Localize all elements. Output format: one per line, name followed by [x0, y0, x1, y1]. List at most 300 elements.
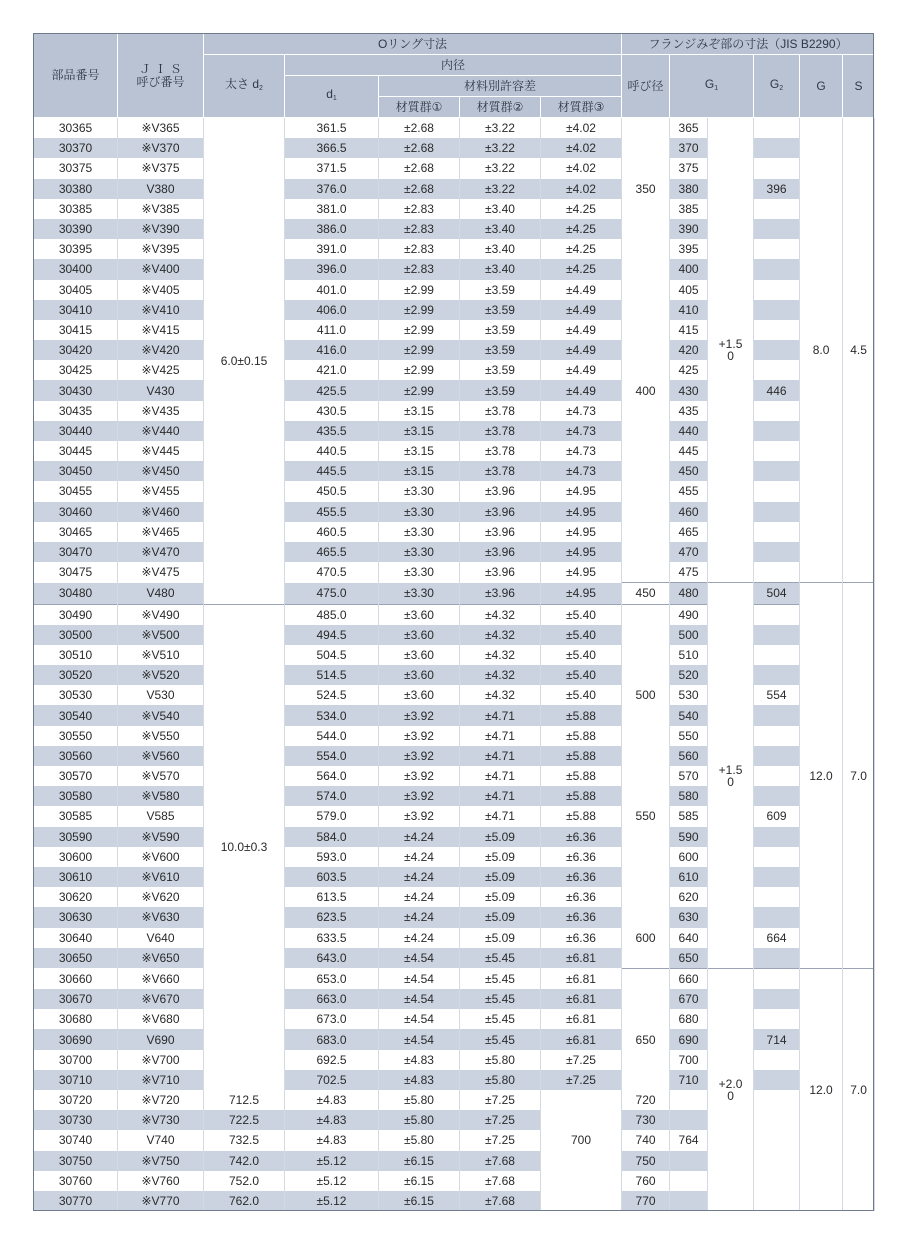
jis-number-cell: ※V580	[118, 786, 204, 806]
g1-cell: 700	[670, 1050, 708, 1070]
g2-cell: 446	[754, 380, 800, 400]
g2-cell	[754, 1070, 800, 1090]
tolerance-mat3-cell: ±7.25	[460, 1090, 541, 1110]
nominal-dia-cell	[622, 320, 670, 340]
tolerance-mat2-cell: ±4.71	[460, 726, 541, 746]
jis-number-cell: ※V770	[118, 1191, 204, 1211]
g2-cell	[754, 604, 800, 625]
part-number-cell: 30375	[34, 158, 118, 178]
g1-cell: 590	[670, 827, 708, 847]
nominal-dia-cell: 450	[622, 583, 670, 604]
jis-number-cell: ※V450	[118, 461, 204, 481]
tolerance-mat1-cell: ±4.54	[379, 968, 460, 989]
nominal-dia-cell	[622, 847, 670, 867]
g-cell: 8.0	[800, 118, 843, 583]
inner-dia-cell: 421.0	[285, 360, 379, 380]
g2-cell	[754, 542, 800, 562]
inner-dia-cell: 396.0	[285, 259, 379, 279]
tolerance-mat3-cell: ±6.36	[541, 867, 622, 887]
g2-cell: 396	[754, 179, 800, 199]
g1-cell: 770	[622, 1191, 670, 1211]
tolerance-mat2-cell: ±5.80	[460, 1070, 541, 1090]
inner-dia-cell: 504.5	[285, 645, 379, 665]
g1-cell: 720	[622, 1090, 670, 1110]
g2-cell: 504	[754, 583, 800, 604]
g1-cell: 400	[670, 259, 708, 279]
tolerance-mat3-cell: ±4.95	[541, 542, 622, 562]
g1-tolerance-lower: 0	[727, 1089, 734, 1103]
g1-cell: 445	[670, 441, 708, 461]
part-number-cell: 30710	[34, 1070, 118, 1090]
nominal-dia-cell	[622, 522, 670, 542]
tolerance-mat3-cell: ±4.73	[541, 401, 622, 421]
tolerance-mat3-cell: ±7.25	[460, 1110, 541, 1130]
g1-cell: 440	[670, 421, 708, 441]
inner-dia-cell: 445.5	[285, 461, 379, 481]
part-number-cell: 30630	[34, 907, 118, 927]
tolerance-mat1-cell: ±2.83	[379, 199, 460, 219]
g2-cell	[754, 481, 800, 501]
jis-number-cell: V380	[118, 179, 204, 199]
tolerance-mat2-cell: ±3.40	[460, 239, 541, 259]
jis-number-cell: ※V415	[118, 320, 204, 340]
part-number-cell: 30405	[34, 280, 118, 300]
tolerance-mat1-cell: ±5.12	[285, 1171, 379, 1191]
tolerance-mat1-cell: ±3.30	[379, 522, 460, 542]
jis-number-cell: ※V760	[118, 1171, 204, 1191]
inner-dia-cell: 584.0	[285, 827, 379, 847]
g2-cell	[754, 948, 800, 969]
inner-dia-cell: 401.0	[285, 280, 379, 300]
tolerance-mat3-cell: ±7.68	[460, 1151, 541, 1171]
nominal-dia-cell	[541, 1171, 622, 1191]
tolerance-mat2-cell: ±5.09	[460, 867, 541, 887]
table-row	[34, 968, 875, 989]
part-number-cell: 30420	[34, 340, 118, 360]
inner-dia-cell: 475.0	[285, 583, 379, 604]
oring-dimension-sheet	[33, 33, 874, 1211]
tolerance-mat2-cell: ±3.40	[460, 199, 541, 219]
part-number-cell: 30590	[34, 827, 118, 847]
jis-number-cell: ※V475	[118, 562, 204, 583]
g1-cell: 475	[670, 562, 708, 583]
g-cell: 12.0	[800, 968, 843, 1211]
part-number-cell: 30720	[34, 1090, 118, 1110]
jis-number-cell: ※V700	[118, 1050, 204, 1070]
inner-dia-cell: 470.5	[285, 562, 379, 583]
jis-number-cell: ※V500	[118, 625, 204, 645]
tolerance-mat1-cell: ±3.92	[379, 705, 460, 725]
g2-cell	[754, 360, 800, 380]
header-thickness	[204, 55, 285, 118]
header-g: G	[800, 55, 843, 118]
nominal-dia-cell	[622, 786, 670, 806]
jis-number-cell: ※V455	[118, 481, 204, 501]
jis-number-cell: V585	[118, 806, 204, 826]
tolerance-mat1-cell: ±4.54	[379, 989, 460, 1009]
jis-number-cell: ※V400	[118, 259, 204, 279]
tolerance-mat3-cell: ±6.81	[541, 989, 622, 1009]
g1-cell: 530	[670, 685, 708, 705]
g1-cell: 520	[670, 665, 708, 685]
g1-tolerance-cell	[708, 968, 754, 1211]
inner-dia-cell: 376.0	[285, 179, 379, 199]
jis-number-cell: ※V425	[118, 360, 204, 380]
part-number-cell: 30570	[34, 766, 118, 786]
nominal-dia-cell	[622, 481, 670, 501]
g1-cell: 455	[670, 481, 708, 501]
tolerance-mat3-cell: ±4.95	[541, 583, 622, 604]
jis-number-cell: V530	[118, 685, 204, 705]
tolerance-mat1-cell: ±3.92	[379, 726, 460, 746]
tolerance-mat1-cell: ±2.99	[379, 320, 460, 340]
tolerance-mat3-cell: ±7.25	[460, 1130, 541, 1150]
jis-number-cell: ※V460	[118, 502, 204, 522]
jis-number-cell: ※V390	[118, 219, 204, 239]
inner-dia-cell: 663.0	[285, 989, 379, 1009]
part-number-cell: 30610	[34, 867, 118, 887]
tolerance-mat3-cell: ±6.81	[541, 968, 622, 989]
header-g2	[754, 55, 800, 118]
nominal-dia-cell	[622, 401, 670, 421]
s-cell: 4.5	[843, 118, 875, 583]
part-number-cell: 30430	[34, 380, 118, 400]
part-number-cell: 30550	[34, 726, 118, 746]
jis-number-cell: ※V490	[118, 604, 204, 625]
nominal-dia-cell	[622, 705, 670, 725]
tolerance-mat1-cell: ±3.92	[379, 806, 460, 826]
g2-cell: 664	[754, 928, 800, 948]
jis-number-cell: V690	[118, 1029, 204, 1049]
tolerance-mat1-cell: ±3.30	[379, 562, 460, 583]
jis-number-cell: ※V750	[118, 1151, 204, 1171]
header-thickness-sub: 2	[259, 84, 263, 92]
g1-cell: 540	[670, 705, 708, 725]
tolerance-mat3-cell: ±5.40	[541, 625, 622, 645]
tolerance-mat2-cell: ±3.96	[460, 481, 541, 501]
jis-number-cell: V740	[118, 1130, 204, 1150]
header-d1-sub: 1	[332, 95, 337, 102]
tolerance-mat2-cell: ±4.71	[460, 746, 541, 766]
tolerance-mat1-cell: ±2.99	[379, 340, 460, 360]
inner-dia-cell: 435.5	[285, 421, 379, 441]
header-inner-dia: 内径	[285, 55, 622, 76]
tolerance-mat2-cell: ±3.96	[460, 522, 541, 542]
g1-cell: 410	[670, 300, 708, 320]
nominal-dia-cell	[622, 968, 670, 989]
g2-cell	[754, 138, 800, 158]
g1-cell: 415	[670, 320, 708, 340]
part-number-cell: 30435	[34, 401, 118, 421]
header-mat3: 材質群③	[541, 97, 622, 118]
g2-cell	[754, 1050, 800, 1070]
table-row	[34, 118, 875, 139]
jis-number-cell: ※V375	[118, 158, 204, 178]
jis-number-cell: ※V650	[118, 948, 204, 969]
tolerance-mat2-cell: ±3.96	[460, 583, 541, 604]
part-number-cell: 30740	[34, 1130, 118, 1150]
tolerance-mat1-cell: ±4.83	[285, 1090, 379, 1110]
tolerance-mat1-cell: ±4.24	[379, 867, 460, 887]
part-number-cell: 30390	[34, 219, 118, 239]
g1-cell: 470	[670, 542, 708, 562]
s-cell: 7.0	[843, 583, 875, 969]
g2-cell	[754, 989, 800, 1009]
tolerance-mat2-cell: ±3.22	[460, 138, 541, 158]
nominal-dia-cell	[622, 827, 670, 847]
nominal-dia-cell	[622, 421, 670, 441]
nominal-dia-cell	[622, 726, 670, 746]
inner-dia-cell: 425.5	[285, 380, 379, 400]
tolerance-mat1-cell: ±3.15	[379, 421, 460, 441]
part-number-cell: 30490	[34, 604, 118, 625]
tolerance-mat1-cell: ±5.12	[285, 1191, 379, 1211]
tolerance-mat1-cell: ±3.60	[379, 685, 460, 705]
nominal-dia-cell	[622, 461, 670, 481]
header-nominal: 呼び径	[622, 55, 670, 118]
tolerance-mat1-cell: ±3.30	[379, 481, 460, 501]
nominal-dia-cell: 350	[622, 179, 670, 199]
part-number-cell: 30475	[34, 562, 118, 583]
inner-dia-cell: 653.0	[285, 968, 379, 989]
tolerance-mat2-cell: ±3.78	[460, 461, 541, 481]
nominal-dia-cell	[622, 867, 670, 887]
tolerance-mat1-cell: ±3.15	[379, 461, 460, 481]
nominal-dia-cell	[622, 887, 670, 907]
g1-cell: 385	[670, 199, 708, 219]
part-number-cell: 30640	[34, 928, 118, 948]
part-number-cell: 30600	[34, 847, 118, 867]
tolerance-mat2-cell: ±5.09	[460, 928, 541, 948]
part-number-cell: 30455	[34, 481, 118, 501]
inner-dia-cell: 722.5	[204, 1110, 285, 1130]
tolerance-mat1-cell: ±2.83	[379, 259, 460, 279]
g2-cell	[754, 401, 800, 421]
inner-dia-cell: 430.5	[285, 401, 379, 421]
g1-cell: 740	[622, 1130, 670, 1150]
jis-number-cell: ※V590	[118, 827, 204, 847]
tolerance-mat2-cell: ±6.15	[379, 1191, 460, 1211]
tolerance-mat1-cell: ±2.68	[379, 118, 460, 139]
g2-cell	[754, 118, 800, 139]
tolerance-mat3-cell: ±4.49	[541, 340, 622, 360]
tolerance-mat2-cell: ±3.59	[460, 320, 541, 340]
part-number-cell: 30520	[34, 665, 118, 685]
part-number-cell: 30440	[34, 421, 118, 441]
header-oring-dims: Oリング寸法	[204, 34, 622, 55]
tolerance-mat3-cell: ±6.36	[541, 847, 622, 867]
nominal-dia-cell	[622, 502, 670, 522]
inner-dia-cell: 712.5	[204, 1090, 285, 1110]
inner-dia-cell: 524.5	[285, 685, 379, 705]
inner-dia-cell: 579.0	[285, 806, 379, 826]
nominal-dia-cell	[541, 1090, 622, 1110]
g2-cell	[754, 847, 800, 867]
tolerance-mat3-cell: ±5.40	[541, 645, 622, 665]
g1-cell: 560	[670, 746, 708, 766]
tolerance-mat2-cell: ±3.78	[460, 421, 541, 441]
g1-cell: 680	[670, 1009, 708, 1029]
tolerance-mat2-cell: ±3.59	[460, 340, 541, 360]
nominal-dia-cell	[622, 1070, 670, 1090]
nominal-dia-cell	[622, 138, 670, 158]
g2-cell	[754, 665, 800, 685]
jis-number-cell: ※V680	[118, 1009, 204, 1029]
inner-dia-cell: 416.0	[285, 340, 379, 360]
tolerance-mat1-cell: ±2.99	[379, 380, 460, 400]
g1-tolerance-lower: 0	[727, 774, 734, 789]
nominal-dia-cell: 700	[541, 1130, 622, 1150]
g1-cell: 585	[670, 806, 708, 826]
g2-cell	[670, 1151, 708, 1171]
tolerance-mat1-cell: ±3.15	[379, 441, 460, 461]
tolerance-mat3-cell: ±4.95	[541, 502, 622, 522]
part-number-cell: 30580	[34, 786, 118, 806]
g2-cell: 714	[754, 1029, 800, 1049]
tolerance-mat3-cell: ±7.68	[460, 1191, 541, 1211]
header-s: S	[843, 55, 875, 118]
tolerance-mat2-cell: ±3.96	[460, 542, 541, 562]
thickness-cell: 10.0±0.3	[204, 604, 285, 1090]
header-flange-groove: フランジみぞ部の寸法（JIS B2290）	[622, 34, 875, 55]
inner-dia-cell: 762.0	[204, 1191, 285, 1211]
header-thickness-label: 太さ d	[225, 76, 260, 91]
inner-dia-cell: 692.5	[285, 1050, 379, 1070]
part-number-cell: 30465	[34, 522, 118, 542]
g1-cell: 380	[670, 179, 708, 199]
part-number-cell: 30425	[34, 360, 118, 380]
g2-cell	[670, 1110, 708, 1130]
g1-cell: 375	[670, 158, 708, 178]
nominal-dia-cell	[622, 948, 670, 969]
g1-cell: 670	[670, 989, 708, 1009]
tolerance-mat3-cell: ±5.88	[541, 766, 622, 786]
jis-number-cell: ※V730	[118, 1110, 204, 1130]
tolerance-mat2-cell: ±5.80	[379, 1090, 460, 1110]
inner-dia-cell: 593.0	[285, 847, 379, 867]
jis-number-cell: ※V520	[118, 665, 204, 685]
inner-dia-cell: 514.5	[285, 665, 379, 685]
tolerance-mat3-cell: ±5.88	[541, 806, 622, 826]
tolerance-mat2-cell: ±4.71	[460, 806, 541, 826]
table-body	[34, 118, 875, 1212]
inner-dia-cell: 406.0	[285, 300, 379, 320]
tolerance-mat3-cell: ±6.36	[541, 928, 622, 948]
nominal-dia-cell	[541, 1110, 622, 1130]
g2-cell	[754, 421, 800, 441]
tolerance-mat2-cell: ±5.45	[460, 989, 541, 1009]
part-number-cell: 30680	[34, 1009, 118, 1029]
nominal-dia-cell	[622, 766, 670, 786]
g1-cell: 405	[670, 280, 708, 300]
tolerance-mat2-cell: ±5.45	[460, 1029, 541, 1049]
inner-dia-cell: 366.5	[285, 138, 379, 158]
tolerance-mat2-cell: ±3.59	[460, 280, 541, 300]
tolerance-mat3-cell: ±7.68	[460, 1171, 541, 1191]
g1-cell: 425	[670, 360, 708, 380]
tolerance-mat1-cell: ±3.60	[379, 604, 460, 625]
tolerance-mat3-cell: ±4.02	[541, 118, 622, 139]
inner-dia-cell: 603.5	[285, 867, 379, 887]
tolerance-mat2-cell: ±5.09	[460, 887, 541, 907]
part-number-cell: 30470	[34, 542, 118, 562]
g2-cell: 554	[754, 685, 800, 705]
table-row	[34, 583, 875, 604]
inner-dia-cell: 623.5	[285, 907, 379, 927]
part-number-cell: 30750	[34, 1151, 118, 1171]
tolerance-mat2-cell: ±5.80	[460, 1050, 541, 1070]
tolerance-mat3-cell: ±7.25	[541, 1050, 622, 1070]
g2-cell	[754, 320, 800, 340]
g2-cell	[754, 219, 800, 239]
tolerance-mat3-cell: ±4.49	[541, 300, 622, 320]
tolerance-mat3-cell: ±4.95	[541, 562, 622, 583]
g2-cell	[754, 300, 800, 320]
tolerance-mat1-cell: ±4.24	[379, 847, 460, 867]
header-g1	[670, 55, 754, 118]
g1-tolerance-upper: +2.0	[718, 1077, 743, 1091]
part-number-cell: 30500	[34, 625, 118, 645]
inner-dia-cell: 465.5	[285, 542, 379, 562]
g2-cell	[754, 502, 800, 522]
part-number-cell: 30445	[34, 441, 118, 461]
part-number-cell: 30450	[34, 461, 118, 481]
g2-cell	[754, 705, 800, 725]
g1-cell: 370	[670, 138, 708, 158]
tolerance-mat2-cell: ±3.96	[460, 502, 541, 522]
tolerance-mat1-cell: ±3.30	[379, 502, 460, 522]
tolerance-mat2-cell: ±4.32	[460, 665, 541, 685]
part-number-cell: 30670	[34, 989, 118, 1009]
jis-number-cell: ※V550	[118, 726, 204, 746]
g1-cell: 580	[670, 786, 708, 806]
nominal-dia-cell	[622, 280, 670, 300]
tolerance-mat3-cell: ±6.81	[541, 948, 622, 969]
oring-dimension-table	[33, 33, 875, 1211]
g1-cell: 465	[670, 522, 708, 542]
nominal-dia-cell	[622, 219, 670, 239]
g1-cell: 650	[670, 948, 708, 969]
inner-dia-cell: 411.0	[285, 320, 379, 340]
g2-cell: 764	[670, 1130, 708, 1150]
tolerance-mat3-cell: ±5.88	[541, 705, 622, 725]
nominal-dia-cell	[622, 604, 670, 625]
tolerance-mat3-cell: ±4.02	[541, 179, 622, 199]
tolerance-mat2-cell: ±3.22	[460, 158, 541, 178]
header-g1-sub: 1	[714, 84, 719, 92]
nominal-dia-cell	[622, 542, 670, 562]
tolerance-mat2-cell: ±5.45	[460, 968, 541, 989]
jis-number-cell: ※V710	[118, 1070, 204, 1090]
tolerance-mat1-cell: ±2.68	[379, 179, 460, 199]
tolerance-mat1-cell: ±4.83	[285, 1110, 379, 1130]
g1-cell: 710	[670, 1070, 708, 1090]
nominal-dia-cell: 500	[622, 685, 670, 705]
tolerance-mat3-cell: ±7.25	[541, 1070, 622, 1090]
inner-dia-cell: 391.0	[285, 239, 379, 259]
jis-number-cell: ※V370	[118, 138, 204, 158]
part-number-cell: 30620	[34, 887, 118, 907]
tolerance-mat1-cell: ±3.30	[379, 583, 460, 604]
jis-number-cell: ※V670	[118, 989, 204, 1009]
tolerance-mat2-cell: ±4.71	[460, 705, 541, 725]
jis-number-cell: ※V540	[118, 705, 204, 725]
tolerance-mat1-cell: ±4.24	[379, 928, 460, 948]
jis-number-cell: ※V445	[118, 441, 204, 461]
g2-cell	[754, 766, 800, 786]
g2-cell	[754, 239, 800, 259]
nominal-dia-cell: 650	[622, 1029, 670, 1049]
